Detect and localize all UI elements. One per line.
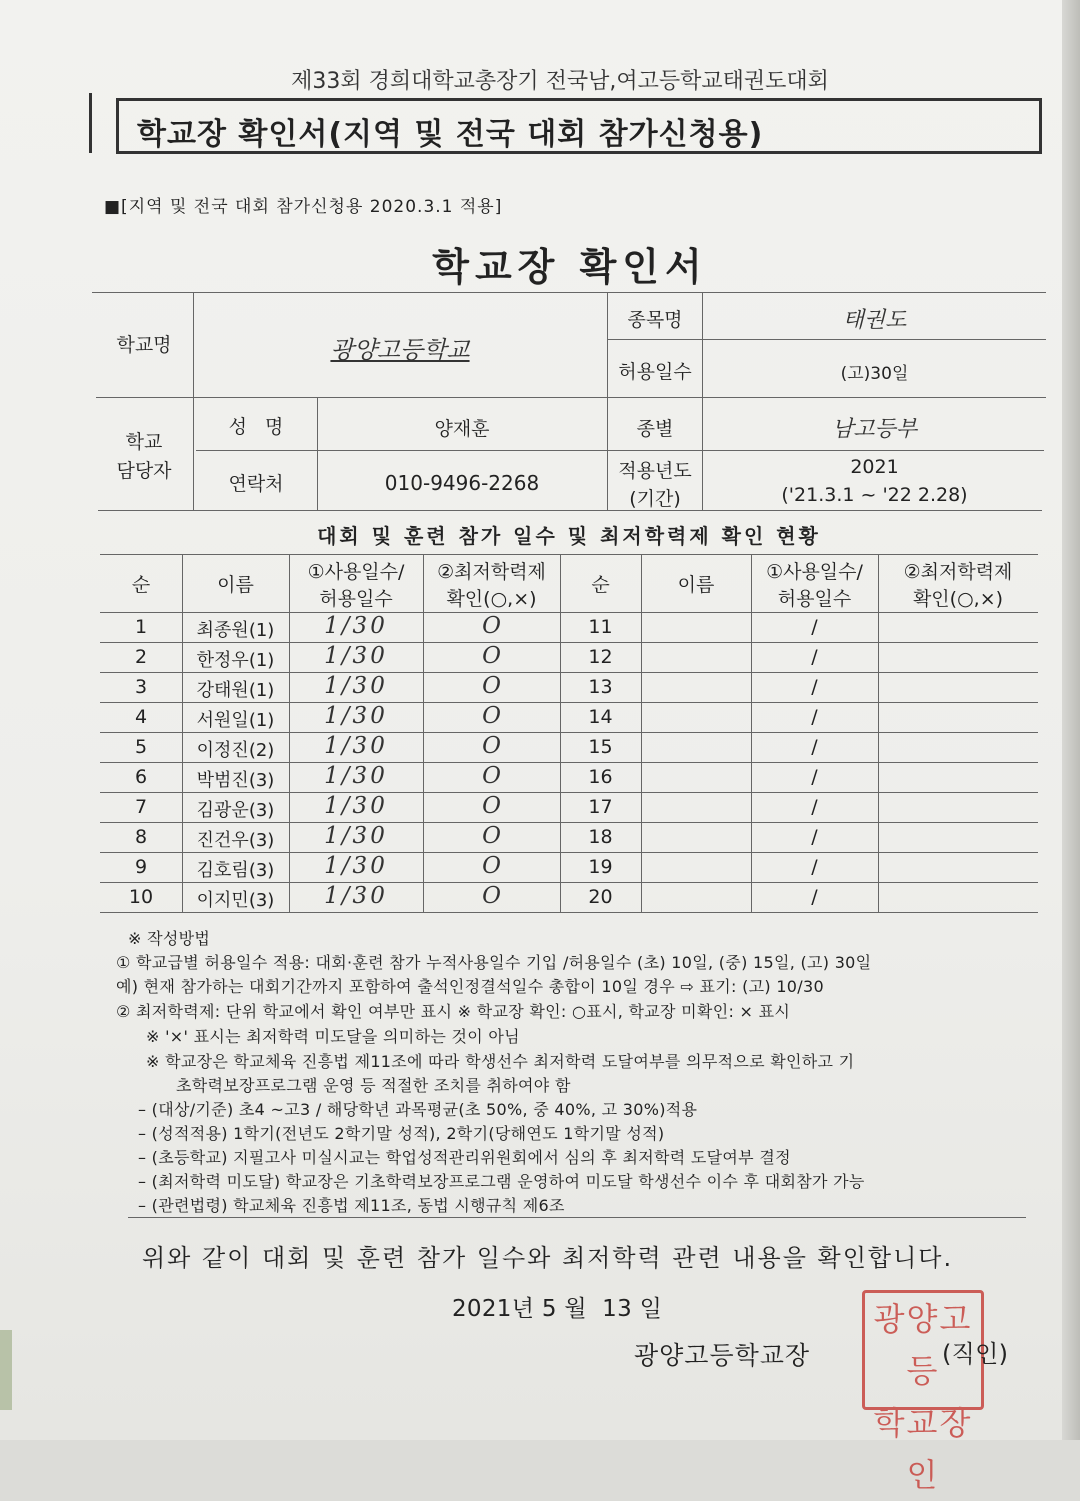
row-days: 1/30 <box>324 763 388 789</box>
row-days: / <box>811 676 818 698</box>
row-name: 진건우(3) <box>196 830 275 851</box>
stamp-line-1: 광양고등 <box>873 1300 973 1390</box>
note-line: – (최저학력 미도달) 학교장은 기초학력보장프로그램 운영하여 미도달 학생선수 이수 후 대회참가 가능 <box>138 1172 865 1191</box>
row-check: O <box>482 643 501 669</box>
header-no: 순 <box>131 574 151 596</box>
note-line: – (관련법령) 학교체육 진흥법 제11조, 동법 시행규칙 제6조 <box>138 1196 565 1215</box>
note-line: ② 최저학력제: 단위 학교에서 확인 여부만 표시 ※ 학교장 확인: ○표시, 학교장 미확인: × 표시 <box>116 1002 791 1021</box>
seal-label: (직인) <box>942 1340 1009 1368</box>
info-line-c <box>196 450 1044 451</box>
note-line: – (대상/기준) 초4 ~고3 / 해당학년 과목평균(초 50%, 중 40%, 고 30%)적용 <box>138 1100 698 1119</box>
row-no: 7 <box>134 796 148 818</box>
manager-label-2: 담당자 <box>116 460 172 482</box>
school-name-value: 광양고등학교 <box>330 336 470 364</box>
row-no: 13 <box>588 676 613 698</box>
header-days-2: 허용일수 <box>777 588 852 610</box>
note-line: – (초등학교) 지필고사 미실시교는 학업성적관리위원회에서 심의 후 최저학력 도달여부 결정 <box>138 1148 791 1167</box>
title-box-text: 학교장 확인서(지역 및 전국 대회 참가신청용) <box>137 117 764 152</box>
row-days: 1/30 <box>324 883 388 909</box>
row-no: 1 <box>134 616 148 638</box>
issue-date: 2021년 5 월 13 일 <box>452 1296 663 1322</box>
table-row-line <box>100 732 1038 733</box>
page-edge-shadow <box>1062 0 1080 1440</box>
row-check: O <box>482 883 501 909</box>
row-check: O <box>482 763 501 789</box>
event-label: 종목명 <box>627 309 683 331</box>
table-row-line <box>100 882 1038 883</box>
year-label-1: 적용년도 <box>618 460 692 482</box>
note-line: ※ 작성방법 <box>128 929 211 948</box>
table-row-line <box>100 762 1038 763</box>
row-name: 김호림(3) <box>196 860 275 881</box>
row-name: 한정우(1) <box>196 650 275 671</box>
manager-name-label: 성 명 <box>228 416 284 438</box>
note-line: ① 학교급별 허용일수 적용: 대회·훈련 참가 누적사용일수 기입 /허용일수 (초) 10일, (중) 15일, (고) 30일 <box>116 953 872 972</box>
header-name: 이름 <box>677 574 715 596</box>
row-no: 6 <box>134 766 148 788</box>
header-check-1: ②최저학력제 <box>903 561 1013 583</box>
header-days-1: ①사용일수/ <box>307 561 405 583</box>
header-days-1: ①사용일수/ <box>766 561 863 583</box>
competition-header: 제33회 경희대학교총장기 전국남,여고등학교태권도대회 <box>291 69 829 94</box>
row-no: 2 <box>134 646 148 668</box>
row-no: 9 <box>134 856 148 878</box>
row-name: 이정진(2) <box>196 740 275 761</box>
row-days: 1/30 <box>324 793 388 819</box>
row-check: O <box>482 853 501 879</box>
contact-value: 010-9496-2268 <box>384 471 540 495</box>
row-check: O <box>482 703 501 729</box>
row-days: / <box>811 646 818 668</box>
row-days: / <box>811 736 818 758</box>
row-days: 1/30 <box>324 673 388 699</box>
table-row-line <box>100 702 1038 703</box>
row-no: 4 <box>134 706 148 728</box>
table-row-line <box>100 912 1038 913</box>
allowed-days-label: 허용일수 <box>618 361 692 383</box>
info-vline-1 <box>193 292 194 510</box>
row-days: 1/30 <box>324 733 388 759</box>
row-no: 10 <box>128 886 154 908</box>
row-days: / <box>811 616 818 638</box>
info-line-d <box>98 510 1042 511</box>
row-days: 1/30 <box>324 643 388 669</box>
row-days: / <box>811 796 818 818</box>
row-check: O <box>482 613 501 639</box>
note-line: ※ 학교장은 학교체육 진흥법 제11조에 따라 학생선수 최저학력 도달여부를 의무적으로 확인하고 기 <box>146 1052 855 1071</box>
confirm-statement: 위와 같이 대회 및 훈련 참가 일수와 최저학력 관련 내용을 확인합니다. <box>142 1244 954 1272</box>
row-no: 14 <box>588 706 613 728</box>
header-check-1: ②최저학력제 <box>437 561 546 583</box>
manager-name-value: 양재훈 <box>434 418 490 440</box>
row-no: 3 <box>134 676 148 698</box>
row-no: 19 <box>588 856 613 878</box>
page-title: 학교장 확인서 <box>432 245 708 289</box>
row-days: 1/30 <box>324 823 388 849</box>
event-value: 태권도 <box>842 308 907 333</box>
table-row-line <box>100 642 1038 643</box>
category-label: 종별 <box>636 418 674 440</box>
row-no: 17 <box>588 796 613 818</box>
row-no: 20 <box>588 886 613 908</box>
school-name-label: 학교명 <box>116 334 172 356</box>
row-no: 15 <box>588 736 613 758</box>
table-row-line <box>100 672 1038 673</box>
row-check: O <box>482 733 501 759</box>
row-name: 강태원(1) <box>196 680 275 701</box>
notice-line: ■[지역 및 전국 대회 참가신청용 2020.3.1 적용] <box>104 197 503 217</box>
info-line-a <box>608 339 1046 340</box>
table-row-line <box>100 792 1038 793</box>
year-value-2: ('21.3.1 ~ '22 2.28) <box>781 484 968 506</box>
header-check-2: 확인(○,×) <box>446 588 537 610</box>
year-label-2: (기간) <box>629 488 681 510</box>
row-days: 1/30 <box>324 853 388 879</box>
row-check: O <box>482 673 501 699</box>
year-value-1: 2021 <box>850 456 899 478</box>
row-check: O <box>482 823 501 849</box>
note-line: 초학력보장프로그램 운영 등 적절한 조치를 취하여야 함 <box>176 1076 571 1095</box>
note-line: 예) 현재 참가하는 대회기간까지 포함하여 출석인정결석일수 총합이 10일 경우 ⇨ 표기: (고) 10/30 <box>116 977 824 996</box>
row-days: / <box>811 766 818 788</box>
header-check-2: 확인(○,×) <box>912 588 1004 610</box>
note-line: – (성적적용) 1학기(전년도 2학기말 성적), 2학기(당해연도 1학기말 성적) <box>138 1124 665 1143</box>
info-line-top <box>92 292 1046 293</box>
allowed-days-value: (고)30일 <box>840 364 909 384</box>
table-row-line <box>100 822 1038 823</box>
manager-label-1: 학교 <box>125 431 163 453</box>
row-days: / <box>811 706 818 728</box>
table-line-top <box>100 554 1038 555</box>
info-line-b <box>96 397 1046 398</box>
row-no: 18 <box>588 826 613 848</box>
row-days: / <box>811 826 818 848</box>
notes-divider <box>128 1217 1026 1218</box>
row-days: 1/30 <box>324 703 388 729</box>
section-title: 대회 및 훈련 참가 일수 및 최저학력제 확인 현황 <box>317 524 821 548</box>
row-name: 최종원(1) <box>196 620 275 641</box>
contact-label: 연락처 <box>228 473 284 495</box>
table-col-line <box>641 554 642 912</box>
row-no: 8 <box>134 826 148 848</box>
row-days: 1/30 <box>324 613 388 639</box>
header-days-2: 허용일수 <box>319 588 393 610</box>
row-name: 이지민(3) <box>196 890 275 911</box>
row-check: O <box>482 793 501 819</box>
row-name: 서원일(1) <box>196 710 275 731</box>
note-line: ※ '×' 표시는 최저학력 미도달을 의미하는 것이 아님 <box>146 1027 520 1046</box>
category-value: 남고등부 <box>831 417 917 442</box>
header-name: 이름 <box>217 574 254 596</box>
background-edge <box>0 1330 12 1410</box>
table-line-header <box>100 612 1038 613</box>
row-name: 김광운(3) <box>196 800 275 821</box>
row-no: 16 <box>588 766 613 788</box>
row-no: 5 <box>134 736 148 758</box>
row-days: / <box>811 886 818 908</box>
signer-name: 광양고등학교장 <box>634 1341 811 1370</box>
table-row-line <box>100 852 1038 853</box>
stamp-line-2: 학교장인 <box>873 1404 973 1494</box>
row-days: / <box>811 856 818 878</box>
row-no: 11 <box>588 616 613 638</box>
row-no: 12 <box>588 646 613 668</box>
header-no: 순 <box>591 574 610 596</box>
row-name: 박범진(3) <box>196 770 275 791</box>
title-box <box>116 98 1042 154</box>
margin-bar <box>89 93 92 153</box>
